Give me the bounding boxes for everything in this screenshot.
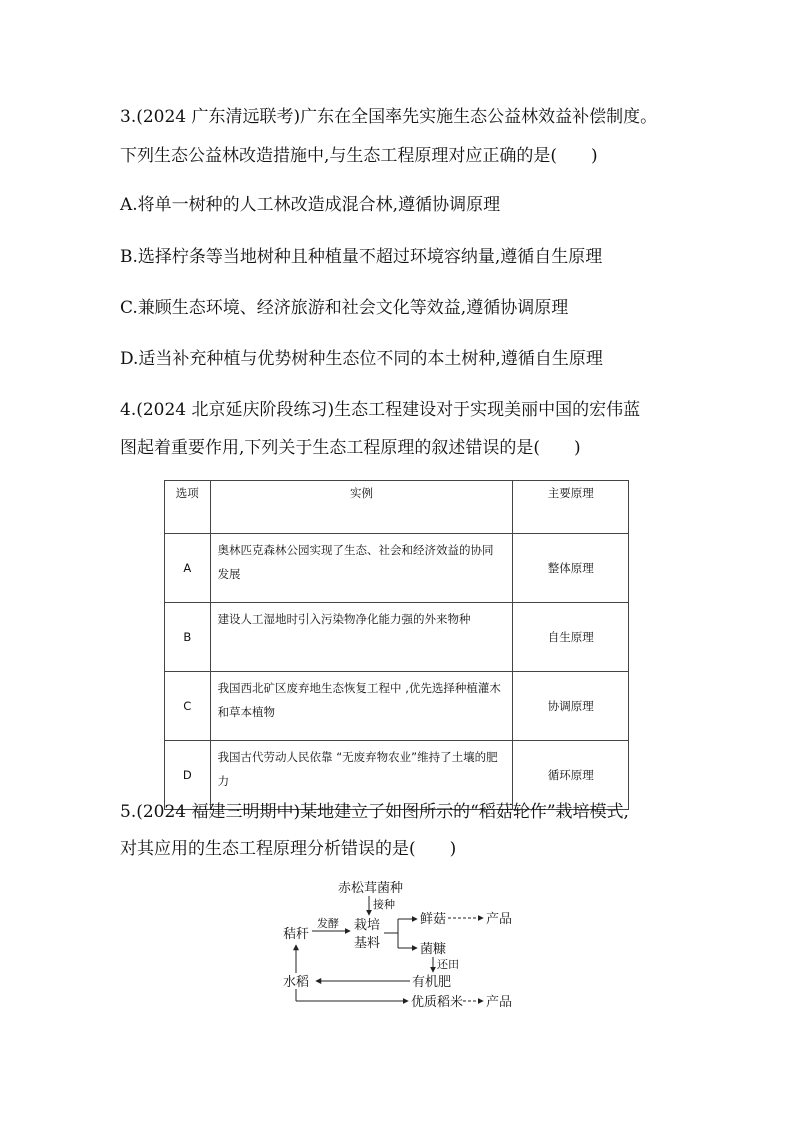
row-principle: 循环原理 (513, 741, 629, 810)
q5-stem-line-2: 对其应用的生态工程原理分析错误的是( ) (120, 839, 457, 859)
row-option: D (165, 741, 211, 810)
row-principle: 协调原理 (513, 672, 629, 741)
q4-stem-line-1: 4.(2024 北京延庆阶段练习)生态工程建设对于实现美丽中国的宏伟蓝 (120, 400, 641, 420)
row-principle: 自生原理 (513, 603, 629, 672)
q3-stem-line-2: 下列生态公益林改造措施中,与生态工程原理对应正确的是( ) (120, 146, 598, 166)
q5-stem-line-1: 5.(2024 福建三明期中)某地建立了如图所示的“稻菇轮作”栽培模式, (120, 802, 629, 822)
table-header-row (165, 481, 629, 534)
row-principle: 整体原理 (513, 534, 629, 603)
row-option: A (165, 534, 211, 603)
table-row (165, 603, 629, 672)
label-rice-plant: 水稻 (283, 975, 310, 990)
q3-option-a: A.将单一树种的人工林改造成混合林,遵循协调原理 (120, 195, 501, 215)
label-strain: 赤松茸菌种 (338, 881, 404, 896)
label-product-1: 产品 (486, 912, 513, 927)
q3-stem-line-1: 3.(2024 广东清远联考)广东在全国率先实施生态公益林效益补偿制度。 (120, 107, 658, 127)
row-example: 建设人工湿地时引入污染物净化能力强的外来物种 (210, 603, 513, 672)
label-product-2: 产品 (486, 995, 513, 1010)
header-principle: 主要原理 (513, 481, 629, 534)
q4-stem-line-2: 图起着重要作用,下列关于生态工程原理的叙述错误的是( ) (120, 438, 581, 458)
row-example: 我国西北矿区废弃地生态恢复工程中 ,优先选择种植灌木和草本植物 (210, 672, 513, 741)
q3-option-b: B.选择柠条等当地树种且种植量不超过环境容纳量,遵循自生原理 (120, 247, 603, 267)
label-substrate-2: 基料 (354, 936, 381, 951)
q3-option-c: C.兼顾生态环境、经济旅游和社会文化等效益,遵循协调原理 (120, 298, 569, 318)
label-ferment: 发酵 (317, 917, 339, 930)
table-row (165, 672, 629, 741)
q3-option-d: D.适当补充种植与优势树种生态位不同的本土树种,遵循自生原理 (120, 349, 603, 369)
header-example: 实例 (210, 481, 513, 534)
row-example: 奥林匹克森林公园实现了生态、社会和经济效益的协同发展 (210, 534, 513, 603)
table-row (165, 534, 629, 603)
label-return-field: 还田 (437, 958, 459, 971)
row-example: 我国古代劳动人民依靠 “无废弃物农业”维持了土壤的肥力 (210, 741, 513, 810)
row-option: B (165, 603, 211, 672)
label-substrate-1: 栽培 (354, 918, 381, 933)
q4-table (164, 480, 629, 810)
label-straw: 秸秆 (283, 927, 310, 942)
label-inoculate: 接种 (373, 898, 395, 911)
label-quality-rice: 优质稻米 (411, 995, 464, 1010)
row-option: C (165, 672, 211, 741)
label-organic-fertilizer: 有机肥 (412, 975, 452, 990)
header-option: 选项 (165, 481, 211, 534)
label-fresh-mushroom: 鲜菇 (420, 912, 447, 927)
table-row (165, 741, 629, 810)
label-residue: 菌糠 (420, 942, 447, 957)
rice-mushroom-rotation-diagram (280, 875, 520, 1010)
